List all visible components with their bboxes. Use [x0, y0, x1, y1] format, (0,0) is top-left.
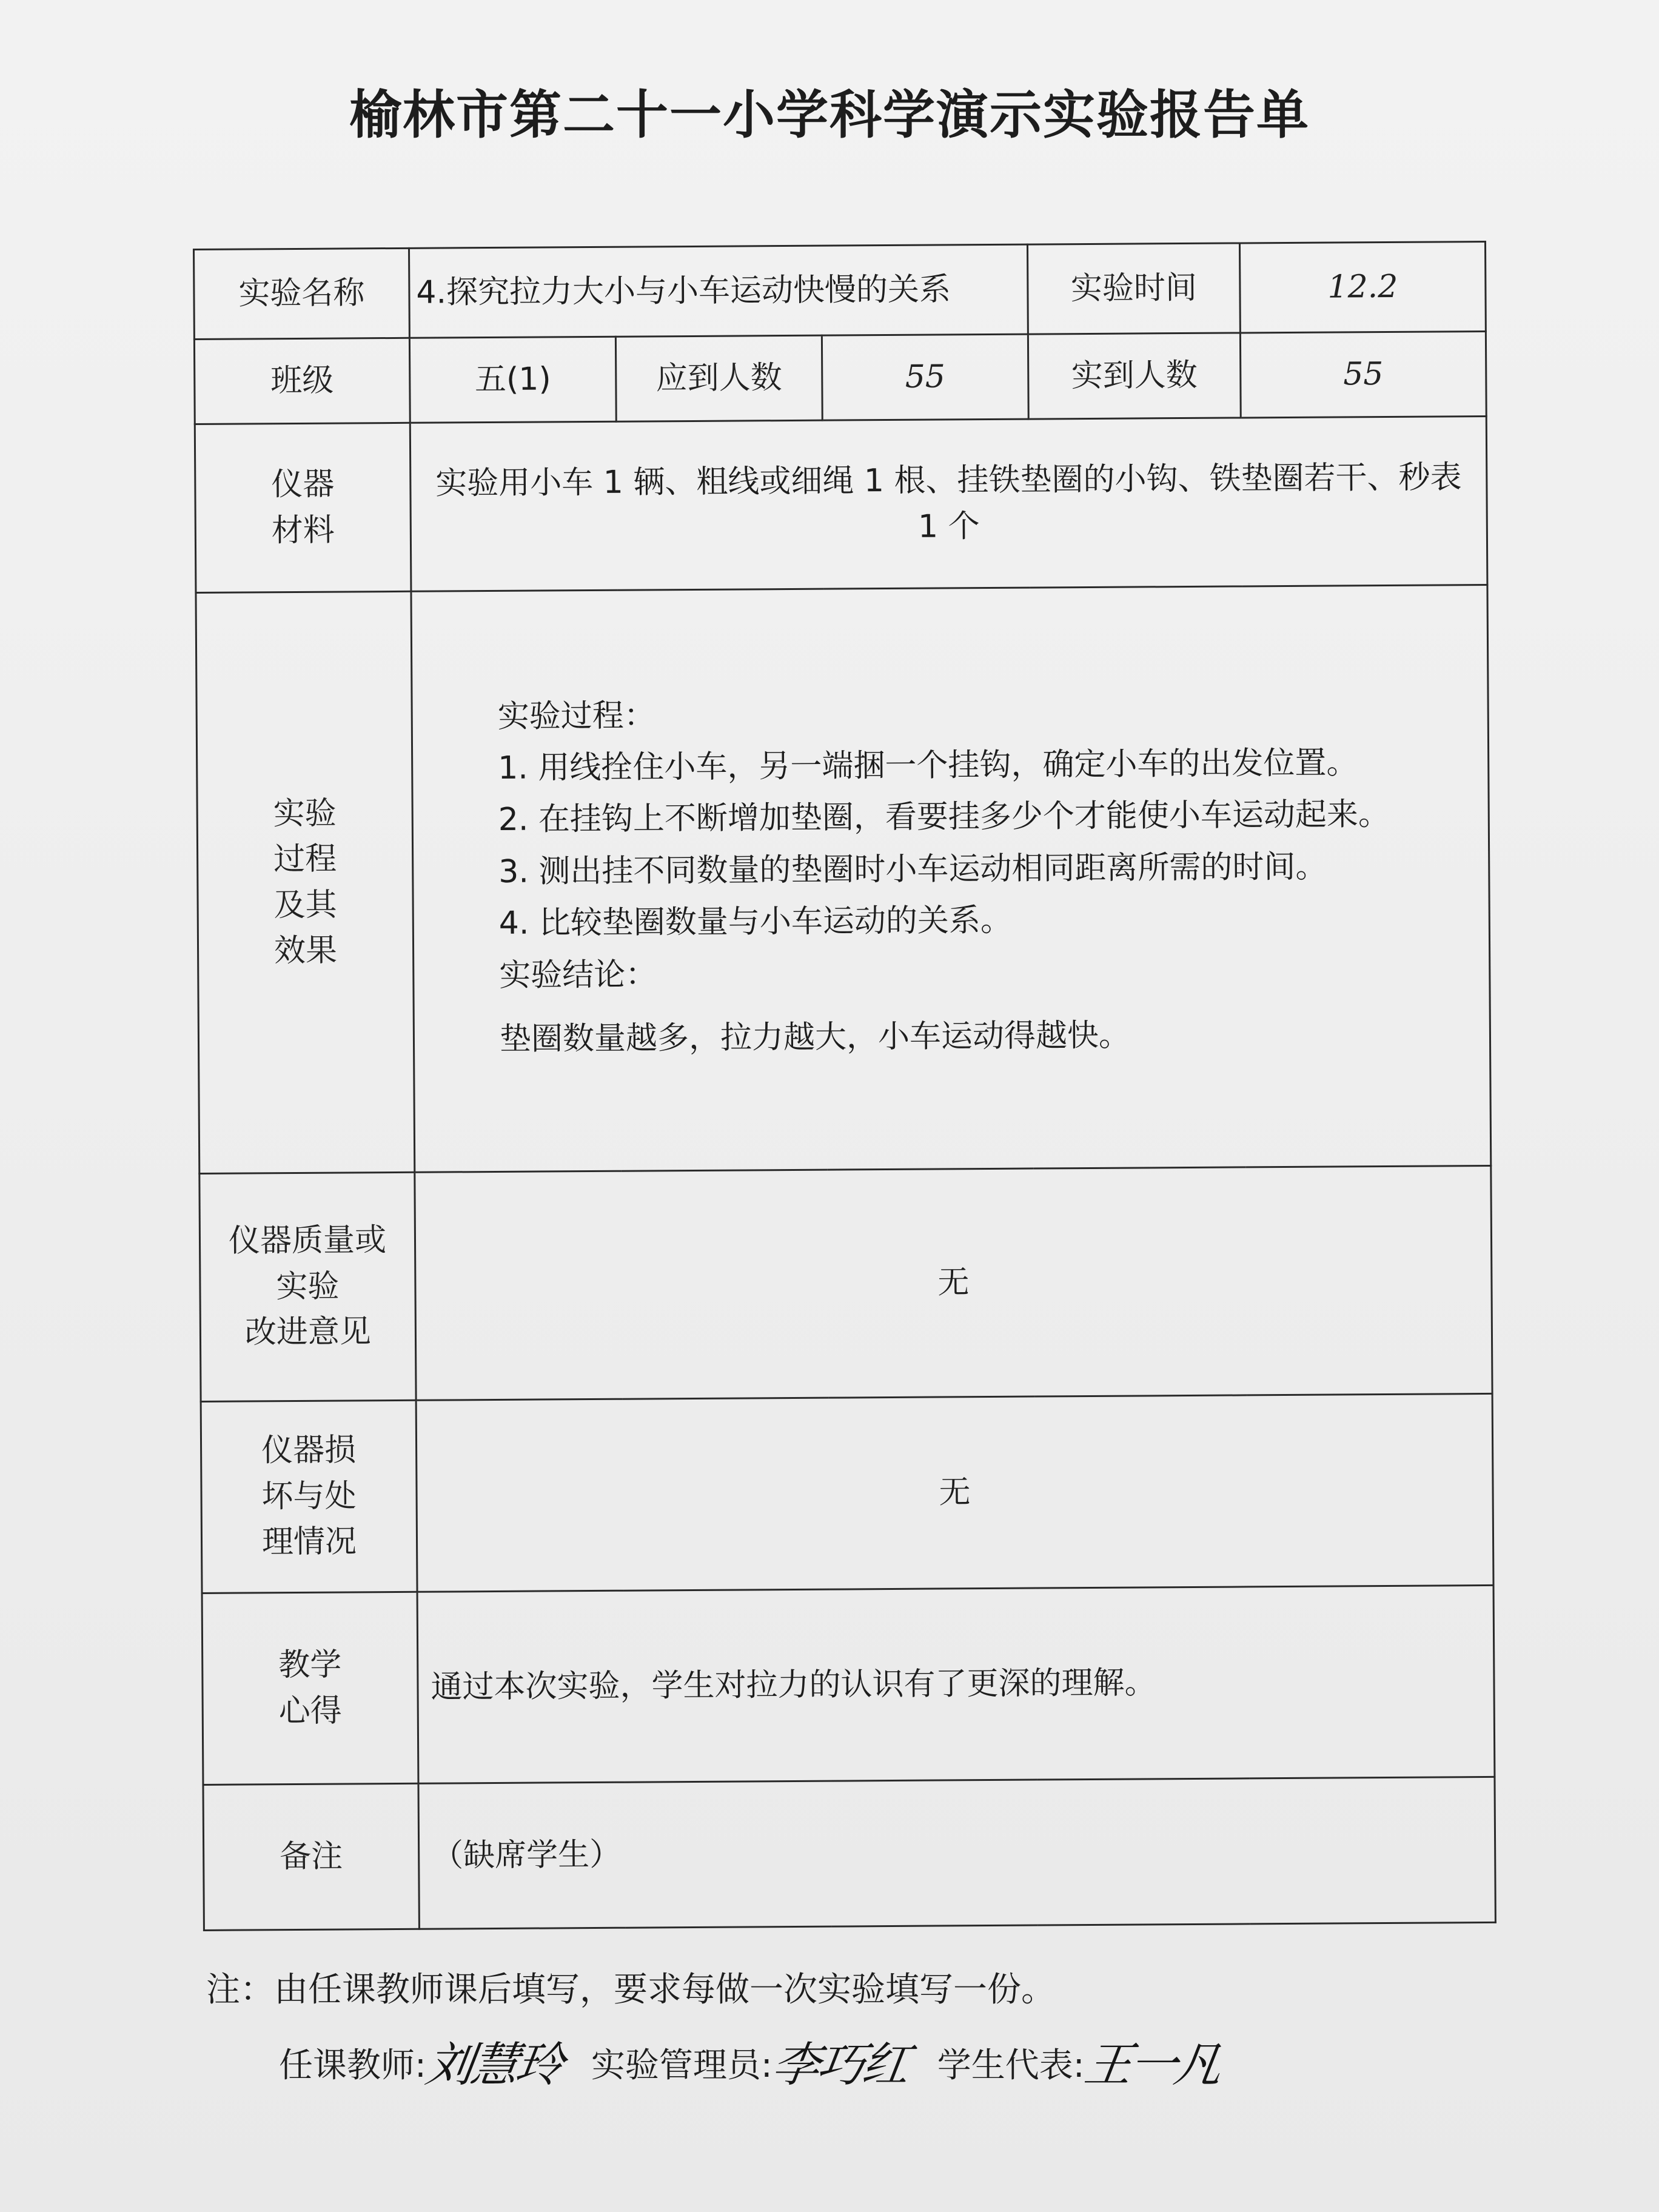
- row-materials: [195, 416, 1487, 592]
- report-title: 榆林市第二十一小学科学演示实验报告单: [349, 85, 1310, 146]
- process-step: 2. 在挂钩上不断增加垫圈，看要挂多少个才能使小车运动起来。: [498, 796, 1390, 839]
- process-label-line: 效果: [273, 932, 338, 970]
- student-rep-signature-group: [937, 2030, 1250, 2101]
- quality-label-line: 改进意见: [244, 1313, 372, 1351]
- damage-label-line: 仪器损: [261, 1432, 357, 1469]
- expected-count-label: 应到人数: [615, 335, 822, 421]
- damage-value: 无: [416, 1393, 1493, 1592]
- signature-line: [279, 2030, 1480, 2101]
- manager-label: 实验管理员:: [591, 2045, 773, 2085]
- teacher-signature: 刘慧玲: [422, 2038, 565, 2093]
- process-content: [411, 585, 1491, 1172]
- experiment-name-value: 4.探究拉力大小与小车运动快慢的关系: [409, 244, 1028, 338]
- manager-signature: 李巧红: [768, 2038, 911, 2093]
- teacher-label: 任课教师:: [279, 2045, 426, 2085]
- experiment-name-label: 实验名称: [194, 248, 410, 339]
- process-label-line: 及其: [273, 886, 337, 923]
- experiment-time-value: 12.2: [1239, 241, 1486, 332]
- process-label-line: 实验: [273, 795, 337, 832]
- conclusion-heading: 实验结论：: [499, 956, 657, 994]
- actual-count-label: 实到人数: [1028, 333, 1241, 419]
- quality-label-line: 实验: [276, 1268, 340, 1305]
- materials-label-line: 材料: [271, 512, 335, 549]
- class-label: 班级: [194, 338, 410, 424]
- row-damage: [201, 1393, 1493, 1593]
- conclusion-text: 垫圈数量越多，拉力越大，小车运动得越快。: [499, 1017, 1131, 1057]
- process-label: [196, 591, 415, 1173]
- class-value: 五(1): [409, 337, 616, 423]
- materials-label-line: 仪器: [271, 466, 335, 503]
- process-label-line: 过程: [273, 840, 337, 878]
- experiment-time-label: 实验时间: [1027, 243, 1240, 334]
- damage-label: [201, 1400, 417, 1593]
- student-rep-label: 学生代表:: [937, 2045, 1085, 2085]
- reflection-label-line: 教学: [278, 1646, 342, 1684]
- reflection-value: 通过本次实验，学生对拉力的认识有了更深的理解。: [417, 1585, 1495, 1783]
- reflection-label-line: 心得: [278, 1692, 342, 1729]
- process-step: 3. 测出挂不同数量的垫圈时小车运动相同距离所需的时间。: [498, 848, 1327, 890]
- process-step: 4. 比较垫圈数量与小车运动的关系。: [498, 902, 1013, 942]
- process-step: 1. 用线拴住小车，另一端捆一个挂钩，确定小车的出发位置。: [498, 745, 1358, 786]
- remarks-value: （缺席学生）: [418, 1777, 1495, 1929]
- manager-signature-group: [591, 2030, 937, 2101]
- process-heading: 实验过程：: [497, 697, 655, 735]
- remarks-label: 备注: [203, 1783, 419, 1930]
- materials-value: 实验用小车 1 辆、粗线或细绳 1 根、挂铁垫圈的小钩、铁垫圈若干、秒表 1 个: [410, 416, 1487, 591]
- footer-note: 注：由任课教师课后填写，要求每做一次实验填写一份。: [206, 1970, 1055, 2009]
- row-reflection: [202, 1585, 1495, 1785]
- damage-label-line: 理情况: [261, 1523, 357, 1561]
- row-quality: [199, 1165, 1492, 1401]
- student-rep-signature: 王一凡: [1081, 2038, 1224, 2093]
- report-table: [193, 241, 1496, 1931]
- quality-value: 无: [415, 1165, 1492, 1400]
- row-experiment-name: [194, 241, 1486, 339]
- row-remarks: [203, 1777, 1495, 1930]
- actual-count-value: 55: [1240, 331, 1486, 417]
- footer: [206, 1965, 1480, 2101]
- reflection-label: [202, 1592, 418, 1785]
- row-process: [196, 585, 1491, 1173]
- expected-count-value: 55: [822, 334, 1028, 420]
- materials-label: [195, 423, 411, 592]
- quality-label: [199, 1172, 416, 1401]
- damage-label-line: 坏与处: [261, 1478, 357, 1515]
- row-class: [194, 331, 1486, 424]
- quality-label-line: 仪器质量或: [228, 1222, 387, 1260]
- teacher-signature-group: [279, 2030, 591, 2101]
